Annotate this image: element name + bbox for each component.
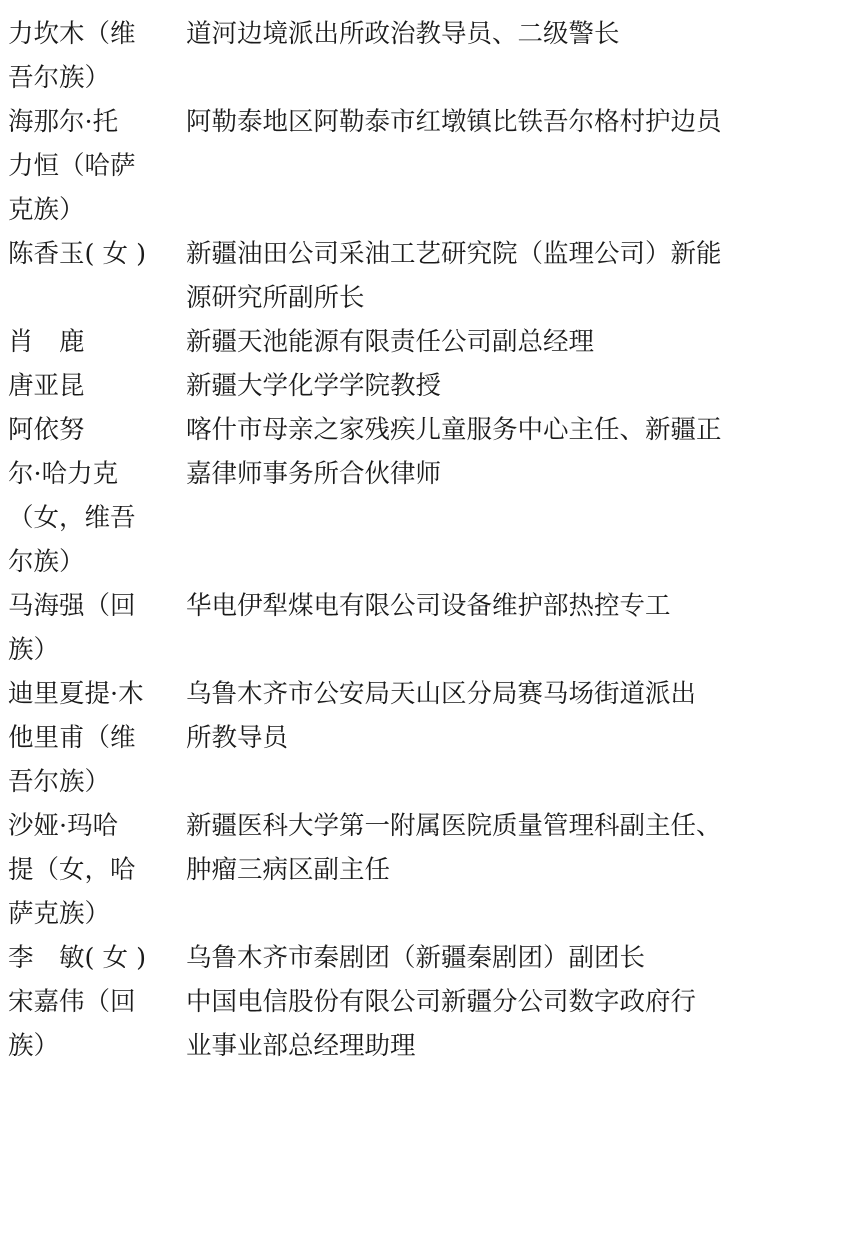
person-name-line: 萨克族） (8, 899, 111, 929)
person-name-cell (6, 12, 184, 100)
table-row (6, 980, 848, 1068)
person-title-cell (184, 232, 848, 320)
person-title-line: 嘉律师事务所合伙律师 (186, 459, 442, 489)
person-title-cell (184, 980, 848, 1068)
person-title-line: 道河边境派出所政治教导员、二级警长 (186, 19, 620, 49)
person-title-line: 源研究所副所长 (186, 283, 365, 313)
person-name-line: （女，维吾 (8, 503, 136, 533)
person-name-line: 尔·哈力克 (8, 459, 119, 489)
person-name-cell (6, 408, 184, 584)
table-row (6, 100, 848, 232)
person-name-line: 克族） (8, 195, 85, 225)
person-name-cell (6, 804, 184, 936)
entry-list (6, 12, 848, 1068)
person-name-line: 族） (8, 635, 60, 665)
person-title-cell (184, 408, 848, 496)
person-name-line: 提（女，哈 (8, 855, 136, 885)
person-name-line: 迪里夏提·木 (8, 679, 144, 709)
person-title-line: 新疆大学化学学院教授 (186, 371, 442, 401)
person-name-line: 力恒（哈萨 (8, 151, 136, 181)
person-title-cell (184, 12, 848, 56)
person-name-line: 唐亚昆 (8, 371, 85, 401)
table-row (6, 408, 848, 584)
table-row (6, 672, 848, 804)
table-row (6, 232, 848, 320)
person-title-line: 乌鲁木齐市秦剧团（新疆秦剧团）副团长 (186, 943, 646, 973)
person-name-line: 尔族） (8, 547, 85, 577)
person-name-line: 陈香玉( 女 ) (8, 239, 147, 269)
person-name-line: 吾尔族） (8, 63, 111, 93)
person-name-cell (6, 980, 184, 1068)
person-name-line: 马海强（回 (8, 591, 136, 621)
person-title-line: 所教导员 (186, 723, 289, 753)
person-title-cell (184, 672, 848, 760)
person-title-line: 新疆油田公司采油工艺研究院（监理公司）新能 (186, 239, 722, 269)
person-name-line: 肖 鹿 (8, 327, 85, 357)
person-name-cell (6, 100, 184, 232)
person-name-line: 族） (8, 1031, 60, 1061)
person-name-line: 力坎木（维 (8, 19, 136, 49)
person-title-line: 新疆医科大学第一附属医院质量管理科副主任、 (186, 811, 722, 841)
person-title-line: 阿勒泰地区阿勒泰市红墩镇比铁吾尔格村护边员 (186, 107, 722, 137)
person-title-cell (184, 584, 848, 628)
person-name-line: 海那尔·托 (8, 107, 119, 137)
person-name-line: 阿依努 (8, 415, 85, 445)
person-title-line: 肿瘤三病区副主任 (186, 855, 391, 885)
person-title-cell (184, 364, 848, 408)
table-row (6, 320, 848, 364)
person-name-line: 李 敏( 女 ) (8, 943, 147, 973)
person-title-line: 新疆天池能源有限责任公司副总经理 (186, 327, 595, 357)
person-name-line: 他里甫（维 (8, 723, 136, 753)
person-title-line: 喀什市母亲之家残疾儿童服务中心主任、新疆正 (186, 415, 722, 445)
table-row (6, 936, 848, 980)
person-name-cell (6, 320, 184, 364)
person-name-line: 宋嘉伟（回 (8, 987, 136, 1017)
person-name-cell (6, 584, 184, 672)
table-row (6, 804, 848, 936)
person-title-cell (184, 936, 848, 980)
person-title-cell (184, 320, 848, 364)
person-name-cell (6, 672, 184, 804)
person-title-line: 中国电信股份有限公司新疆分公司数字政府行 (186, 987, 697, 1017)
person-name-cell (6, 936, 184, 980)
person-title-cell (184, 100, 848, 144)
person-title-line: 业事业部总经理助理 (186, 1031, 416, 1061)
person-name-cell (6, 364, 184, 408)
person-title-line: 乌鲁木齐市公安局天山区分局赛马场街道派出 (186, 679, 697, 709)
person-name-cell (6, 232, 184, 276)
person-name-line: 沙娅·玛哈 (8, 811, 119, 841)
person-name-line: 吾尔族） (8, 767, 111, 797)
person-title-cell (184, 804, 848, 892)
table-row (6, 364, 848, 408)
table-row (6, 584, 848, 672)
person-title-line: 华电伊犁煤电有限公司设备维护部热控专工 (186, 591, 671, 621)
table-row (6, 12, 848, 100)
